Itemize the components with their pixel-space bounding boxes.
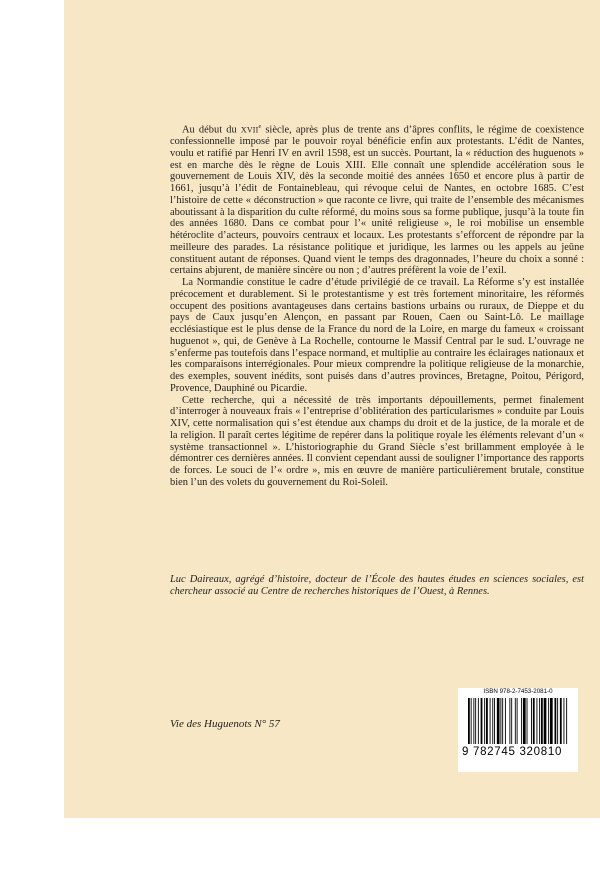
barcode-bar (500, 698, 501, 744)
barcode-bar (544, 698, 547, 744)
barcode-bar (515, 698, 516, 744)
back-cover (64, 0, 600, 818)
paragraph-3: Cette recherche, qui a nécessité de très importants dépouillements, permet finalement d’interroger à nouveaux frais « l’entreprise d’oblitération des particularismes » conduite par Louis XIV, cette normalisation qui s’est étendue aux champs du droit et de la justice, de la morale et de la religion. Il paraît certes légitime de repérer dans la politique royale les éléments relevant d’un « système transactionnel ». L’historiographie du Grand Siècle s’est brillamment employée à le démontrer ces dernières années. Il convient cependant aussi de souligner l’importance des rapports de forces. Le souci de l’« ordre », mis en œuvre de manière particulièrement brutale, constitue bien l’un des volets du gouvernement du Roi-Soleil. (170, 394, 584, 488)
isbn-label: ISBN 978-2-7453-2081-0 (483, 688, 553, 695)
barcode-bar (505, 698, 506, 744)
barcode-bar (550, 698, 553, 744)
barcode-bar (490, 698, 491, 744)
barcode-bar (475, 698, 476, 744)
barcode-bar (539, 698, 540, 744)
barcode-bar (484, 698, 485, 744)
paragraph-2: La Normandie constitue le cadre d’étude privilégié de ce travail. La Réforme s’y est installée précocement et durablement. Si le protestantisme y est très fortement minoritaire, les réformés occupent des positions avantageuses dans certains bastions urbains ou ruraux, de Dieppe et du pays de Caux jusqu’en Alençon, en passant par Rouen, Caen ou Saint-Lô. Le maillage ecclésiastique est le plus dense de la France du nord de la Loire, en marge du fameux « croissant huguenot », qui, de Genève à La Rochelle, contourne le Massif Central par le sud. L’ouvrage ne s’enferme pas toutefois dans l’espace normand, et multiplie au contraire les éclairages nationaux et les comparaisons interrégionales. Pour mieux comprendre la politique religieuse de la monarchie, des exemples, souvent inédits, sont puisés dans d’autres provinces, Bretagne, Poitou, Périgord, Provence, Dauphiné ou Picardie. (170, 277, 584, 394)
barcode-bar (566, 698, 567, 744)
p1-start: Au début du (182, 124, 241, 136)
barcode-bar (527, 698, 528, 744)
barcode-bar (564, 698, 565, 744)
author-bio: Luc Daireaux, agrégé d’histoire, docteur de l’École des hautes études en sciences sociales, est chercheur associé au Centre de recherches historiques de l’Ouest, à Rennes. (170, 574, 584, 597)
p1-rest: siècle, après plus de trente ans d’âpres conflits, le régime de coexistence confessionnelle imposé par le pouvoir royal bénéficie enfin aux protestants. L’édit de Nantes, voulu et ratifié par Henri IV en avril 1598, est un succès. Pourtant, la « réduction des huguenots » est en marche dès le règne de Louis XIII. Elle connaît une splendide accélération sous le gouvernement de Louis XIV, dès la seconde moitié des années 1650 et encore plus à partir de 1661, jusqu’à l’édit de Fontainebleau, qui révoque celui de Nantes, en octobre 1685. C’est l’histoire de cette « déconstruction » que raconte ce livre, qui traite de l’ensemble des mécanismes aboutissant à la disparition du culte réformé, du moins sous sa forme publique, jusqu’à la toute fin des années 1680. Dans ce combat pour l’« unité religieuse », le roi mobilise un ensemble hétéroclite d’acteurs, pouvoirs centraux et locaux. Les protestants s’efforcent de répondre par la meilleure des parades. La résistance politique et juridique, les larmes ou les appels au jeûne constituent autant de réponses. Quand vient le temps des dragonnades, l’heure du choix a sonné : certains abjurent, de manière sincère ou non ; d’autres préfèrent la voie de l’exil. (170, 124, 584, 277)
barcode-bar (468, 698, 470, 744)
century-suffix: e (258, 124, 262, 130)
barcode-bar (471, 698, 472, 744)
barcode-bar (523, 698, 526, 744)
barcode-bar (494, 698, 495, 744)
barcode-digits: 9 782745 320810 (462, 746, 563, 758)
barcode-bar (554, 698, 556, 744)
blurb-text (170, 122, 584, 489)
series-label: Vie des Huguenots N° 57 (170, 718, 280, 730)
barcode-bar (497, 698, 500, 744)
barcode-bar (511, 698, 512, 744)
barcode-bar (521, 698, 522, 744)
barcode-image (468, 698, 568, 752)
paragraph-1 (170, 122, 584, 277)
barcode-bar (531, 698, 532, 744)
barcode-bar (509, 698, 510, 744)
isbn-barcode-block (458, 688, 578, 772)
barcode-bar (502, 698, 503, 744)
barcode-bar (560, 698, 562, 744)
barcode-bar (533, 698, 535, 744)
barcode-bar (536, 698, 537, 744)
barcode-bar (541, 698, 543, 744)
barcode-bar (486, 698, 488, 744)
barcode-bar (492, 698, 493, 744)
barcode-bar (478, 698, 479, 744)
century-numeral: XVII (240, 125, 259, 135)
barcode-bar (473, 698, 474, 744)
barcode-bar (517, 698, 518, 744)
barcode-bar (481, 698, 483, 744)
barcode-bar (548, 698, 549, 744)
barcode-bar (557, 698, 558, 744)
